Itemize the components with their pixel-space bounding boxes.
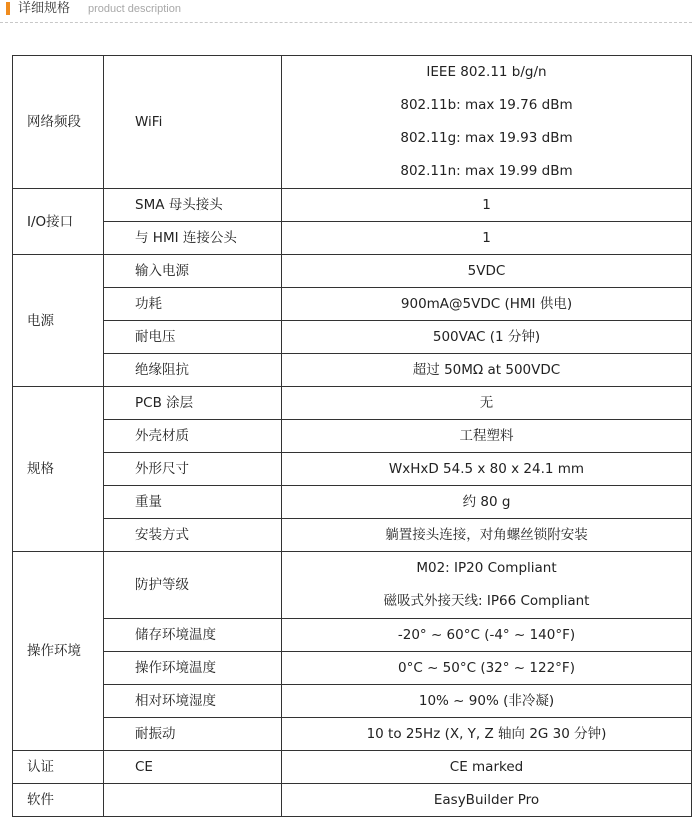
table-row: [13, 486, 692, 519]
item-label: 安装方式: [104, 519, 282, 552]
category-software: 软件: [13, 784, 104, 817]
category-power: 电源: [13, 255, 104, 387]
table-row: [13, 519, 692, 552]
protection-value-line: M02: IP20 Compliant: [416, 560, 557, 576]
wifi-value-line: 802.11g: max 19.93 dBm: [400, 130, 573, 146]
table-row: [13, 189, 692, 222]
item-value: 5VDC: [282, 255, 692, 288]
category-io: I/O接口: [13, 189, 104, 255]
item-value: WxHxD 54.5 x 80 x 24.1 mm: [282, 453, 692, 486]
item-value: 约 80 g: [282, 486, 692, 519]
table-row: [13, 354, 692, 387]
item-value: 0°C ~ 50°C (32° ~ 122°F): [282, 652, 692, 685]
item-label: 功耗: [104, 288, 282, 321]
table-row: [13, 552, 692, 619]
item-value: 无: [282, 387, 692, 420]
protection-value-line: 磁吸式外接天线: IP66 Compliant: [383, 593, 590, 609]
table-row: [13, 784, 692, 817]
item-label: [104, 784, 282, 817]
category-cert: 认证: [13, 751, 104, 784]
item-label: 防护等级: [104, 552, 282, 619]
spec-table: [12, 55, 692, 817]
category-spec: 规格: [13, 387, 104, 552]
section-header: [0, 0, 692, 23]
item-label: CE: [104, 751, 282, 784]
item-label: SMA 母头接头: [104, 189, 282, 222]
item-value: 500VAC (1 分钟): [282, 321, 692, 354]
value-wifi: [282, 56, 692, 189]
item-label: 耐振动: [104, 718, 282, 751]
table-row: [13, 321, 692, 354]
accent-bar: [6, 2, 10, 15]
item-label: 外壳材质: [104, 420, 282, 453]
item-label: 绝缘阻抗: [104, 354, 282, 387]
item-value: 1: [282, 222, 692, 255]
table-row: [13, 718, 692, 751]
table-row: [13, 288, 692, 321]
item-label: 相对环境湿度: [104, 685, 282, 718]
item-value: 900mA@5VDC (HMI 供电): [282, 288, 692, 321]
table-row: [13, 453, 692, 486]
item-value: 躺置接头连接，对角螺丝锁附安装: [282, 519, 692, 552]
section-subtitle: product description: [88, 3, 181, 15]
item-label: 储存环境温度: [104, 619, 282, 652]
item-label: PCB 涂层: [104, 387, 282, 420]
item-value: 1: [282, 189, 692, 222]
category-network: 网络频段: [13, 56, 104, 189]
item-label: 与 HMI 连接公头: [104, 222, 282, 255]
item-value: CE marked: [282, 751, 692, 784]
table-row: [13, 222, 692, 255]
item-value: [282, 552, 692, 619]
table-row: [13, 255, 692, 288]
item-label: 外形尺寸: [104, 453, 282, 486]
item-label: 重量: [104, 486, 282, 519]
item-value: 超过 50MΩ at 500VDC: [282, 354, 692, 387]
item-label: 操作环境温度: [104, 652, 282, 685]
table-row: [13, 685, 692, 718]
section-title: 详细规格: [18, 1, 71, 16]
item-value: 工程塑料: [282, 420, 692, 453]
table-row: [13, 387, 692, 420]
item-value: -20° ~ 60°C (-4° ~ 140°F): [282, 619, 692, 652]
wifi-value-line: 802.11b: max 19.76 dBm: [400, 97, 573, 113]
item-wifi: WiFi: [104, 56, 282, 189]
item-value: 10 to 25Hz (X, Y, Z 轴向 2G 30 分钟): [282, 718, 692, 751]
item-label: 输入电源: [104, 255, 282, 288]
wifi-value-line: IEEE 802.11 b/g/n: [426, 64, 547, 80]
category-env: 操作环境: [13, 552, 104, 751]
table-row: [13, 420, 692, 453]
table-row: [13, 619, 692, 652]
item-value: EasyBuilder Pro: [282, 784, 692, 817]
item-value: 10% ~ 90% (非冷凝): [282, 685, 692, 718]
table-row: [13, 751, 692, 784]
table-row: [13, 56, 692, 189]
wifi-value-line: 802.11n: max 19.99 dBm: [400, 163, 573, 179]
table-row: [13, 652, 692, 685]
item-label: 耐电压: [104, 321, 282, 354]
